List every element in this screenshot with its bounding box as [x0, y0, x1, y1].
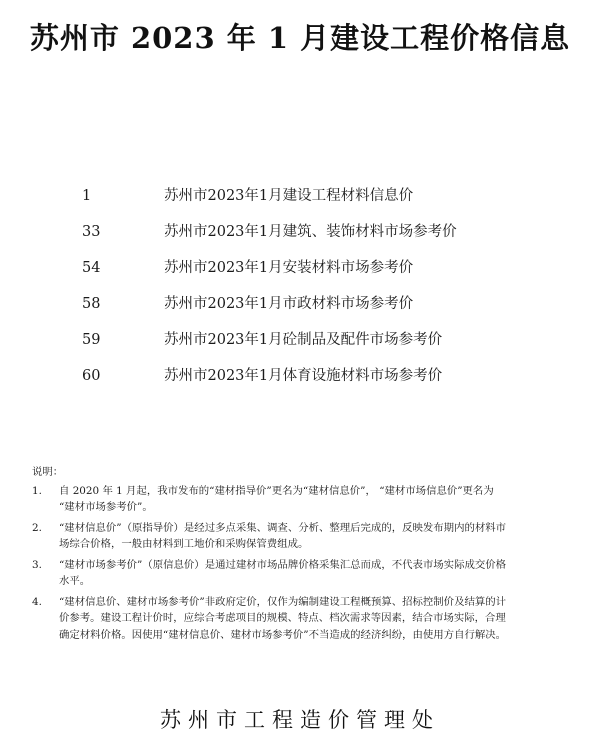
toc-entry-text: 苏州市2023年1月砼制品及配件市场参考价	[164, 332, 443, 348]
note-item	[32, 520, 584, 553]
page-title: 苏州市 2023 年 1 月建设工程价格信息	[29, 21, 571, 55]
note-line: 价参考。建设工程计价时，应综合考虑项目的规模、特点、档次需求等因素，结合市场实际，合理	[59, 612, 506, 624]
toc-row	[0, 214, 600, 250]
note-item	[32, 594, 584, 644]
toc-row	[0, 178, 600, 214]
note-item	[32, 483, 584, 516]
note-number: 3.	[32, 558, 42, 571]
note-line: 确定材料价格。因使用“建材信息价、建材市场参考价”不当造成的经济纠纷，由使用方自行解决。	[59, 628, 507, 641]
toc-row	[0, 250, 600, 286]
note-line: “建材信息价、建材市场参考价”非政府定价，仅作为编制建设工程概预算、招标控制价及结算的计	[59, 595, 507, 608]
note-number: 2.	[32, 521, 42, 534]
toc-entry-text: 苏州市2023年1月市政材料市场参考价	[164, 296, 414, 312]
toc-page-number: 1	[82, 188, 92, 204]
toc-entry-text: 苏州市2023年1月安装材料市场参考价	[164, 260, 414, 276]
note-line: “建材信息价”（原指导价）是经过多点采集、调查、分析、整理后完成的，反映发布期内的材料市	[59, 521, 507, 534]
toc-page-number: 58	[82, 296, 101, 312]
toc-entry-text: 苏州市2023年1月建筑、装饰材料市场参考价	[164, 224, 457, 240]
notes-heading: 说明：	[32, 466, 64, 478]
note-number: 4.	[32, 595, 42, 608]
note-line: 自 2020 年 1 月起，我市发布的“建材指导价”更名为“建材信息价”， “建材市场信息价”更名为	[59, 484, 494, 497]
note-line: “建材市场参考价”（原信息价）是通过建材市场品牌价格采集汇总而成，不代表市场实际成交价格	[59, 558, 507, 571]
issuer-name: 苏州市工程造价管理处	[160, 708, 440, 732]
notes-section	[32, 464, 584, 647]
note-number: 1.	[32, 484, 42, 497]
toc-page-number: 54	[82, 260, 101, 276]
toc-row	[0, 322, 600, 358]
toc-entry-text: 苏州市2023年1月体育设施材料市场参考价	[164, 368, 443, 384]
toc-row	[0, 358, 600, 394]
toc-row	[0, 286, 600, 322]
table-of-contents	[0, 178, 600, 394]
toc-page-number: 60	[82, 368, 101, 384]
note-item	[32, 557, 584, 590]
note-line: 水平。	[59, 575, 91, 587]
toc-page-number: 59	[82, 332, 101, 348]
note-line: 场综合价格，一般由材料到工地价和采购保管费组成。	[59, 538, 309, 550]
toc-entry-text: 苏州市2023年1月建设工程材料信息价	[164, 188, 414, 204]
toc-page-number: 33	[82, 224, 101, 240]
note-line: “建材市场参考价”。	[59, 501, 153, 513]
